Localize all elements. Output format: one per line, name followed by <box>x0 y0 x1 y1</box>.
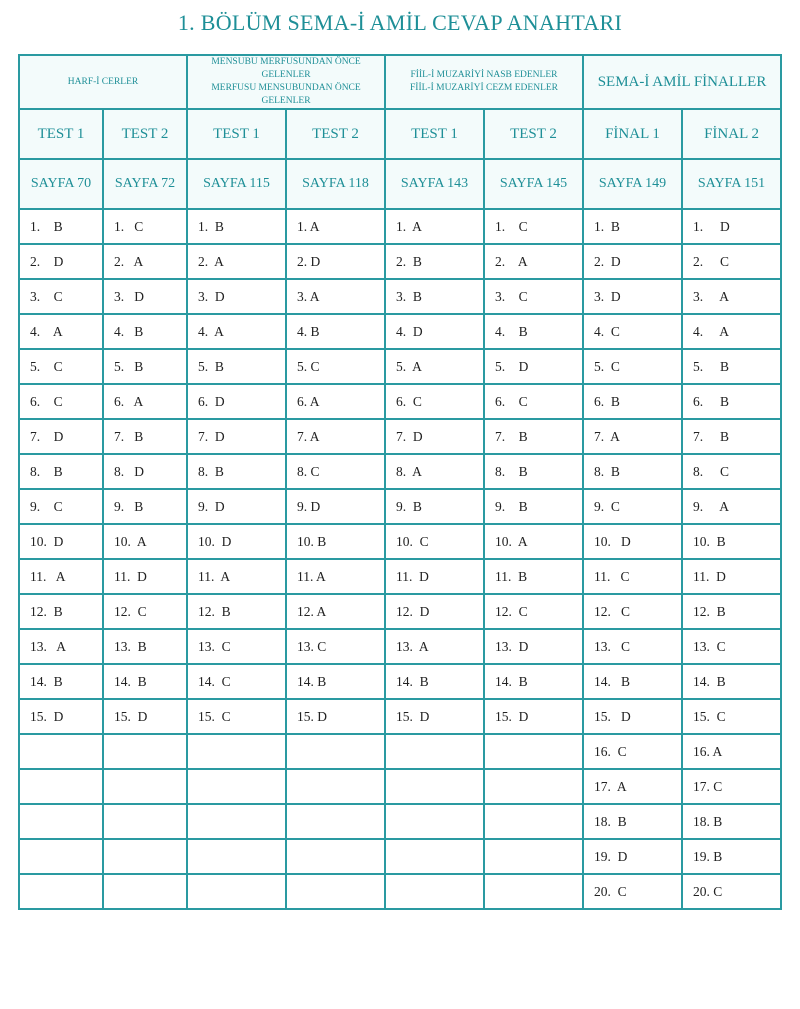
answer-cell: 13. C <box>286 629 385 664</box>
answer-cell: 15. D <box>583 699 682 734</box>
answer-cell: 12. A <box>286 594 385 629</box>
answer-cell: 3. D <box>103 279 187 314</box>
answer-cell <box>385 839 484 874</box>
answer-cell: 6. A <box>286 384 385 419</box>
answer-cell: 6. C <box>385 384 484 419</box>
answer-cell: 14. B <box>484 664 583 699</box>
answer-cell: 12. C <box>583 594 682 629</box>
answer-cell: 9. B <box>103 489 187 524</box>
answer-cell <box>187 734 286 769</box>
answer-cell <box>19 874 103 909</box>
test-header-cell: TEST 2 <box>484 109 583 159</box>
answer-cell: 8. C <box>286 454 385 489</box>
answer-row <box>19 244 781 279</box>
answer-cell: 2. D <box>583 244 682 279</box>
answer-cell: 6. A <box>103 384 187 419</box>
answer-cell: 18. B <box>682 804 781 839</box>
answer-cell: 7. B <box>103 419 187 454</box>
answer-cell: 18. B <box>583 804 682 839</box>
answer-cell: 1. C <box>103 209 187 244</box>
answer-cell: 7. D <box>187 419 286 454</box>
answer-cell <box>19 839 103 874</box>
answer-cell: 7. D <box>19 419 103 454</box>
answer-cell: 5. B <box>187 349 286 384</box>
answer-cell: 9. A <box>682 489 781 524</box>
answer-row <box>19 349 781 384</box>
answer-row <box>19 314 781 349</box>
answer-cell: 12. C <box>484 594 583 629</box>
answer-cell: 2. D <box>286 244 385 279</box>
answer-cell: 11. D <box>682 559 781 594</box>
answer-row <box>19 769 781 804</box>
page-header-cell: SAYFA 151 <box>682 159 781 209</box>
answer-cell: 11. C <box>583 559 682 594</box>
answer-cell: 10. B <box>682 524 781 559</box>
answer-cell: 14. B <box>286 664 385 699</box>
answer-row <box>19 629 781 664</box>
answer-row <box>19 699 781 734</box>
answer-cell: 4. A <box>19 314 103 349</box>
answer-cell: 4. D <box>385 314 484 349</box>
answer-cell: 8. B <box>484 454 583 489</box>
answer-cell: 6. D <box>187 384 286 419</box>
answer-cell: 15. D <box>19 699 103 734</box>
answer-cell: 1. A <box>286 209 385 244</box>
answer-cell: 7. B <box>484 419 583 454</box>
answer-cell <box>103 734 187 769</box>
answer-cell: 5. D <box>484 349 583 384</box>
answer-cell <box>484 804 583 839</box>
answer-cell: 6. C <box>484 384 583 419</box>
answer-cell: 4. B <box>103 314 187 349</box>
test-header-cell: FİNAL 2 <box>682 109 781 159</box>
group-harf-i-cerler <box>19 55 187 109</box>
answer-cell: 1. B <box>19 209 103 244</box>
answer-row <box>19 839 781 874</box>
answer-cell <box>286 769 385 804</box>
answer-cell: 4. A <box>187 314 286 349</box>
answer-cell: 11. A <box>19 559 103 594</box>
answer-cell: 6. B <box>682 384 781 419</box>
answer-cell: 5. C <box>583 349 682 384</box>
group-label-line: FİİL-İ MUZARİYİ CEZM EDENLER <box>410 83 559 93</box>
answer-cell <box>19 804 103 839</box>
answer-cell: 8. B <box>583 454 682 489</box>
group-label-line: SEMA-İ AMİL FİNALLER <box>597 73 767 90</box>
test-header-cell: TEST 1 <box>19 109 103 159</box>
answer-cell <box>385 804 484 839</box>
page-header-cell: SAYFA 149 <box>583 159 682 209</box>
answer-cell: 9. D <box>187 489 286 524</box>
answer-row <box>19 559 781 594</box>
group-label-line: MERFUSU MENSUBUNDAN ÖNCE GELENLER <box>211 83 361 106</box>
answer-cell: 11. A <box>187 559 286 594</box>
answer-cell: 2. A <box>187 244 286 279</box>
answer-row <box>19 384 781 419</box>
answer-cell <box>484 769 583 804</box>
answer-cell: 19. B <box>682 839 781 874</box>
answer-cell: 4. A <box>682 314 781 349</box>
answer-cell: 7. D <box>385 419 484 454</box>
answer-row <box>19 524 781 559</box>
answer-cell: 14. B <box>583 664 682 699</box>
answer-cell: 12. B <box>19 594 103 629</box>
answer-cell: 15. D <box>103 699 187 734</box>
answer-cell <box>103 874 187 909</box>
answer-cell: 8. C <box>682 454 781 489</box>
answer-cell: 13. C <box>682 629 781 664</box>
answer-cell: 13. D <box>484 629 583 664</box>
answer-row <box>19 804 781 839</box>
answer-cell: 9. B <box>385 489 484 524</box>
answer-cell <box>385 734 484 769</box>
answer-cell: 12. C <box>103 594 187 629</box>
answer-cell <box>484 874 583 909</box>
answer-cell: 1. B <box>187 209 286 244</box>
group-label-line: FİİL-İ MUZARİYİ NASB EDENLER <box>410 70 558 80</box>
answer-cell: 8. B <box>19 454 103 489</box>
page-header-row <box>19 159 781 209</box>
answer-cell <box>286 804 385 839</box>
answer-cell: 20. C <box>583 874 682 909</box>
answer-cell: 13. A <box>19 629 103 664</box>
group-fiil-i-muzari <box>385 55 583 109</box>
answer-cell: 11. D <box>103 559 187 594</box>
answer-cell: 2. C <box>682 244 781 279</box>
answer-cell: 19. D <box>583 839 682 874</box>
answer-cell: 14. B <box>385 664 484 699</box>
answer-cell: 1. C <box>484 209 583 244</box>
answer-cell <box>103 804 187 839</box>
answer-cell <box>19 734 103 769</box>
page-header-cell: SAYFA 145 <box>484 159 583 209</box>
answer-cell: 10. B <box>286 524 385 559</box>
test-header-cell: TEST 2 <box>103 109 187 159</box>
answer-cell: 17. C <box>682 769 781 804</box>
answer-cell: 13. A <box>385 629 484 664</box>
answer-cell <box>385 874 484 909</box>
answer-cell <box>19 769 103 804</box>
page-header-cell: SAYFA 115 <box>187 159 286 209</box>
page-header-cell: SAYFA 118 <box>286 159 385 209</box>
answer-cell: 8. A <box>385 454 484 489</box>
answer-cell <box>385 769 484 804</box>
answer-cell: 4. C <box>583 314 682 349</box>
answer-cell: 2. A <box>103 244 187 279</box>
answer-cell: 10. A <box>103 524 187 559</box>
answer-cell: 14. C <box>187 664 286 699</box>
answer-cell: 12. D <box>385 594 484 629</box>
page-header-cell: SAYFA 70 <box>19 159 103 209</box>
answer-row <box>19 279 781 314</box>
answer-cell: 15. C <box>682 699 781 734</box>
answer-cell: 14. B <box>103 664 187 699</box>
answer-cell: 11. D <box>385 559 484 594</box>
answer-cell: 6. B <box>583 384 682 419</box>
test-header-cell: FİNAL 1 <box>583 109 682 159</box>
answer-cell <box>484 734 583 769</box>
answer-row <box>19 489 781 524</box>
group-label-line: MENSUBU MERFUSUNDAN ÖNCE GELENLER <box>211 57 361 80</box>
answer-cell: 9. C <box>19 489 103 524</box>
answer-cell: 5. B <box>103 349 187 384</box>
test-header-cell: TEST 1 <box>187 109 286 159</box>
answer-cell: 10. A <box>484 524 583 559</box>
page-header-cell: SAYFA 72 <box>103 159 187 209</box>
answer-row <box>19 874 781 909</box>
answer-cell: 6. C <box>19 384 103 419</box>
group-finaller <box>583 55 781 109</box>
answer-cell <box>286 839 385 874</box>
answer-cell: 15. D <box>484 699 583 734</box>
answer-cell: 7. B <box>682 419 781 454</box>
answer-cell <box>286 734 385 769</box>
answer-cell <box>187 874 286 909</box>
answer-cell <box>187 804 286 839</box>
answer-cell: 7. A <box>583 419 682 454</box>
answer-cell <box>103 769 187 804</box>
test-header-cell: TEST 1 <box>385 109 484 159</box>
answer-cell <box>187 839 286 874</box>
answer-cell: 3. C <box>19 279 103 314</box>
answer-cell: 5. C <box>19 349 103 384</box>
group-label-line: HARF-İ CERLER <box>67 76 139 87</box>
answer-cell: 4. B <box>484 314 583 349</box>
answer-cell: 1. B <box>583 209 682 244</box>
answer-cell: 13. C <box>583 629 682 664</box>
answer-cell: 3. A <box>286 279 385 314</box>
answer-cell: 12. B <box>187 594 286 629</box>
answer-cell: 15. D <box>385 699 484 734</box>
answer-cell: 10. C <box>385 524 484 559</box>
answer-row <box>19 209 781 244</box>
answer-cell: 14. B <box>682 664 781 699</box>
answer-key-table <box>18 54 782 910</box>
answer-cell: 4. B <box>286 314 385 349</box>
answer-cell: 11. A <box>286 559 385 594</box>
answer-row <box>19 664 781 699</box>
answer-cell: 2. B <box>385 244 484 279</box>
answer-cell: 16. C <box>583 734 682 769</box>
answer-cell: 15. C <box>187 699 286 734</box>
answer-cell: 1. D <box>682 209 781 244</box>
answer-cell: 8. D <box>103 454 187 489</box>
answer-cell: 13. C <box>187 629 286 664</box>
answer-row <box>19 454 781 489</box>
answer-cell: 3. D <box>187 279 286 314</box>
answer-cell: 7. A <box>286 419 385 454</box>
answer-cell <box>286 874 385 909</box>
answer-cell: 16. A <box>682 734 781 769</box>
answer-cell: 13. B <box>103 629 187 664</box>
answer-cell: 3. A <box>682 279 781 314</box>
answer-row <box>19 734 781 769</box>
answer-cell: 12. B <box>682 594 781 629</box>
answer-cell: 3. B <box>385 279 484 314</box>
group-header-row <box>19 55 781 109</box>
test-header-cell: TEST 2 <box>286 109 385 159</box>
answer-cell: 3. D <box>583 279 682 314</box>
answer-cell: 17. A <box>583 769 682 804</box>
answer-cell: 10. D <box>187 524 286 559</box>
answer-cell: 10. D <box>19 524 103 559</box>
answer-cell: 3. C <box>484 279 583 314</box>
answer-cell: 9. D <box>286 489 385 524</box>
group-mensubu-merfusu <box>187 55 385 109</box>
answer-row <box>19 419 781 454</box>
answer-cell: 5. B <box>682 349 781 384</box>
answer-cell: 10. D <box>583 524 682 559</box>
answer-cell: 20. C <box>682 874 781 909</box>
answer-cell: 11. B <box>484 559 583 594</box>
answer-cell: 5. C <box>286 349 385 384</box>
answer-row <box>19 594 781 629</box>
answer-cell: 8. B <box>187 454 286 489</box>
page-title: 1. BÖLÜM SEMA-İ AMİL CEVAP ANAHTARI <box>177 10 623 35</box>
answer-cell: 1. A <box>385 209 484 244</box>
answer-cell: 9. B <box>484 489 583 524</box>
answer-cell: 2. D <box>19 244 103 279</box>
answer-cell <box>484 839 583 874</box>
answer-key-body <box>19 55 781 909</box>
answer-cell: 9. C <box>583 489 682 524</box>
answer-cell: 14. B <box>19 664 103 699</box>
answer-cell <box>103 839 187 874</box>
answer-cell: 15. D <box>286 699 385 734</box>
page-header-cell: SAYFA 143 <box>385 159 484 209</box>
answer-cell <box>187 769 286 804</box>
test-header-row <box>19 109 781 159</box>
answer-cell: 5. A <box>385 349 484 384</box>
answer-cell: 2. A <box>484 244 583 279</box>
